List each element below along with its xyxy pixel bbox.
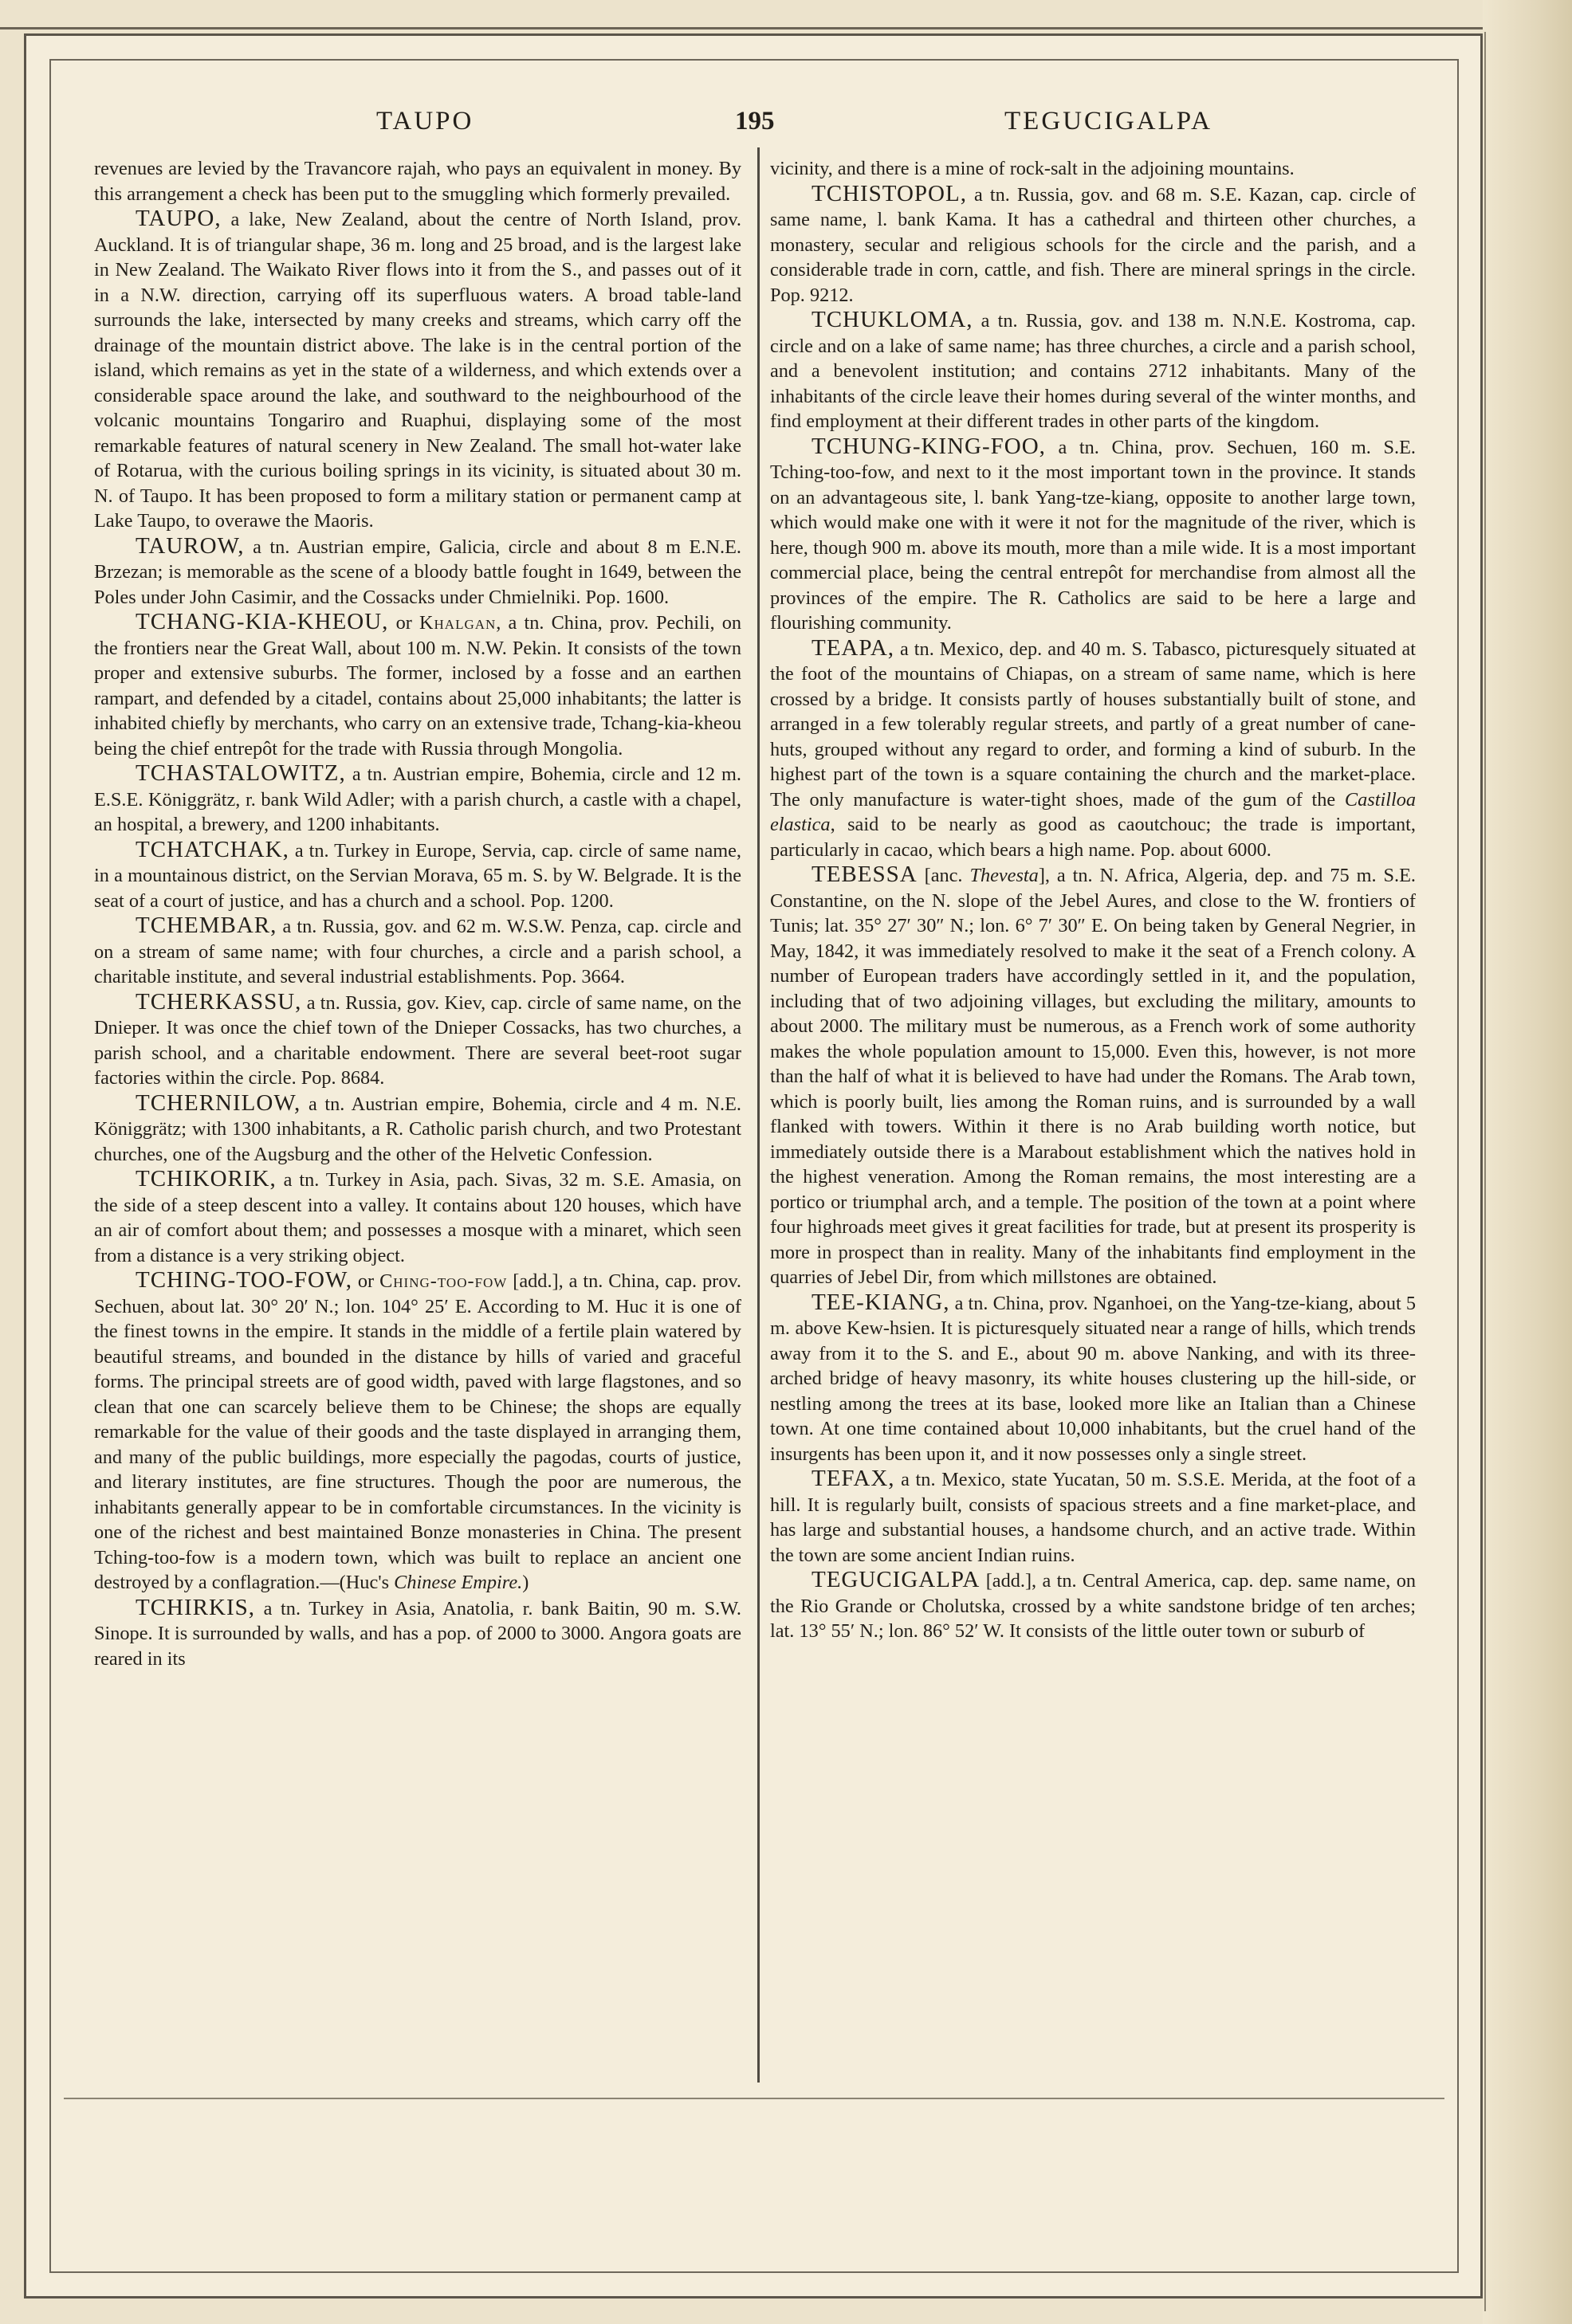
- entry-term: TCHIRKIS,: [136, 1594, 255, 1620]
- entry-tchatchak: TCHATCHAK, a tn. Turkey in Europe, Servia, cap. circle of same name, in a mountainous district, on the Servian Morava, 65 m. S. by W. Belgrade. It is the seat of a court of justice, and has a church and a school. Pop. 1200.: [94, 836, 741, 912]
- entry-tegucigalpa: TEGUCIGALPA [add.], a tn. Central America, cap. dep. same name, on the Rio Grande or Cholutska, crossed by a white sandstone bridge of ten arches; lat. 13° 55′ N.; lon. 86° 52′ W. It consists of the little outer town or suburb of: [770, 1567, 1416, 1642]
- entry-tchistopol: TCHISTOPOL, a tn. Russia, gov. and 68 m. S.E. Kazan, cap. circle of same name, l. bank Kama. It has a cathedral and thirteen other churches, a monastery, secular and religious schools for the circle and the parish, and a considerable trade in corn, cattle, and fish. There are mineral springs in the circle. Pop. 9212.: [770, 180, 1416, 306]
- entry-tchernilow: TCHERNILOW, a tn. Austrian empire, Bohemia, circle and 4 m. N.E. Königgrätz; with 1300 inhabitants, a R. Catholic parish church, and two Protestant churches, one of the Augsburg and the other of the Helvetic Confession.: [94, 1089, 741, 1165]
- entry-tchastalowitz: TCHASTALOWITZ, a tn. Austrian empire, Bohemia, circle and 12 m. E.S.E. Königgrätz, r. bank Wild Adler; with a parish church, a castle with a chapel, an hospital, a brewery, and 1200 inhabitants.: [94, 760, 741, 835]
- entry-tchang-kia-kheou: TCHANG-KIA-KHEOU, or Khalgan, a tn. China, prov. Pechili, on the frontiers near the Great Wall, about 100 m. N.W. Pekin. It consists of the town proper and extensive suburbs. The former, inclosed by a fosse and an earthen rampart, and defended by a citadel, contains about 25,000 inhabitants; the latter is inhabited chiefly by merchants, who carry on an extensive trade, Tchang-kia-kheou being the chief entrepôt for the trade with Russia through Mongolia.: [94, 609, 741, 760]
- entry-tebessa: TEBESSA [anc. Thevesta], a tn. N. Africa, Algeria, dep. and 75 m. S.E. Constantine, on the N. slope of the Jebel Aures, and close to the W. frontiers of Tunis; lat. 35° 27′ 30″ N.; lon. 6° 7′ 30″ E. On being taken by General Negrier, in May, 1842, it was immediately resolved to make it the seat of a French colony. A number of European traders have accordingly settled in it, and the population, including that of two adjoining villages, but excluding the military, amounts to about 2000. The military must be numerous, as a French work of some authority makes the whole population amount to 15,000. Even this, however, is not more than the half of what it is believed to have had under the Romans. The Arab town, which is poorly built, lies among the Roman ruins, and is surrounded by a wall flanked with towers. Within it there is no Arab building worth notice, but immediately outside there is a Marabout establishment which the natives hold in the highest veneration. Among the Roman remains, the most interesting are a portico or triumphal arch, and a temple. The position of the town at a point where four highroads meet gives it great facilities for trade, but at present its prosperity is more in prospect than in reality. Many of the inhabitants find employment in the quarries of Jebel Dir, from which millstones are obtained.: [770, 862, 1416, 1288]
- entry-tee-kiang: TEE-KIANG, a tn. China, prov. Nganhoei, on the Yang-tze-kiang, about 5 m. above Kew-hsien. It is picturesquely situated near a range of hills, which trends away from it to the S. and E., about 90 m. above Nanking, and with its three-arched bridge of heavy masonry, its white houses clustering up the hill-side, or nestling among the trees at its base, looked more like an Italian than a Chinese town. At one time contained about 10,000 inhabitants, but the cruel hand of the insurgents has been upon it, and it now possesses only a single street.: [770, 1289, 1416, 1465]
- running-header: [49, 96, 1459, 159]
- page-number: 195: [735, 107, 775, 135]
- entry-tchukloma: TCHUKLOMA, a tn. Russia, gov. and 138 m. N.N.E. Kostroma, cap. circle and on a lake of same name; has three churches, a circle and a parish school, and a benevolent institution; and contains 2712 inhabitants. Many of the inhabitants of the circle leave their homes during several of the winter months, and find employment at their different trades in other parts of the kingdom.: [770, 307, 1416, 432]
- entry-term: TCHUNG-KING-FOO,: [812, 433, 1046, 459]
- entry-tchembar: TCHEMBAR, a tn. Russia, gov. and 62 m. W.S.W. Penza, cap. circle and on a stream of same name; with four churches, a circle and a parish school, a charitable institute, and several industrial establishments. Pop. 3664.: [94, 913, 741, 987]
- entry-teapa: TEAPA, a tn. Mexico, dep. and 40 m. S. Tabasco, picturesquely situated at the foot of the mountains of Chiapas, on a stream of same name, which is here crossed by a bridge. It consists partly of houses substantially built of stone, and arranged in a few tolerably regular streets, and partly of a great number of cane-huts, grouped without any regard to order, and forming a kind of suburb. In the highest part of the town is a square containing the church and the market-place. The only manufacture is water-tight shoes, made of the gum of the Castilloa elastica, said to be nearly as good as caoutchouc; the trade is important, particularly in cacao, which bears a high name. Pop. about 6000.: [770, 634, 1416, 861]
- entry-term: TCHERNILOW,: [136, 1089, 301, 1116]
- entry-term: TCHIKORIK,: [136, 1166, 277, 1191]
- entry-term: TCHUKLOMA,: [812, 307, 973, 332]
- entry-term: TCHASTALOWITZ,: [136, 760, 346, 786]
- bottom-margin: [24, 2298, 1483, 2324]
- right-column: [770, 156, 1416, 2093]
- entry-term: TCHISTOPOL,: [812, 180, 967, 206]
- header-first-entry: TAUPO: [376, 107, 474, 135]
- entry-tcherkassu: TCHERKASSU, a tn. Russia, gov. Kiev, cap. circle of same name, on the Dnieper. It was once the chief town of the Dnieper Cossacks, has two churches, a parish school, and a charitable endowment. There are several beet-root sugar factories within the circle. Pop. 8684.: [94, 988, 741, 1089]
- entry-taupo: TAUPO, a lake, New Zealand, about the centre of North Island, prov. Auckland. It is of triangular shape, 36 m. long and 25 broad, and is the largest lake in New Zealand. The Waikato River flows into it from the S., and passes out of it in a N.W. direction, carrying off its superfluous waters. A broad table-land surrounds the lake, intersected by many creeks and streams, which carry off the drainage of the mountain district above. The lake is in the central portion of the island, which remains as yet in the state of a wilderness, and which extends over a considerable space around the lake, and southward to the neighbourhood of the volcanic mountains Tongariro and Ruaphui, displaying some of the most remarkable features of natural scenery in New Zealand. The small hot-water lake of Rotarua, with the curious boiling springs in its vicinity, is situated about 30 m. N. of Taupo. It has been proposed to form a military station or permanent camp at Lake Taupo, to overawe the Maoris.: [94, 206, 741, 532]
- entry-taurow: TAUROW, a tn. Austrian empire, Galicia, circle and about 8 m E.N.E. Brzezan; is memorable as the scene of a bloody battle fought in 1649, between the Poles under John Casimir, and the Cossacks under Chmielniki. Pop. 1600.: [94, 532, 741, 608]
- entry-term: TEFAX,: [812, 1466, 895, 1491]
- entry-tching-too-fow: TCHING-TOO-FOW, or Ching-too-fow [add.], a tn. China, cap. prov. Sechuen, about lat. 30° 20′ N.; lon. 104° 25′ E. According to M. Huc it is one of the finest towns in the empire. It stands in the middle of a fertile plain watered by beautiful streams, and bounded in the distance by hills of varied and graceful forms. The principal streets are of good width, paved with large flagstones, and so clean that one can scarcely believe them to be Chinese; the shops are equally remarkable for the value of their goods and the taste displayed in arranging them, and many of the public buildings, more especially the pagodas, courts of justice, and literary institutes, are fine structures. Though the poor are numerous, the inhabitants generally appear to be in comfortable circumstances. In the vicinity is one of the richest and best maintained Bonze monasteries in China. The present Tching-too-fow is a modern town, which was built to replace an ancient one destroyed by a conflagration.—(Huc's Chinese Empire.): [94, 1267, 741, 1593]
- column-divider: [757, 147, 760, 2083]
- entry-term: TEE-KIANG,: [812, 1289, 950, 1315]
- spine-line: [1484, 32, 1486, 2311]
- entry-term: TCHEMBAR,: [136, 913, 277, 938]
- entry-term: TCHING-TOO-FOW,: [136, 1267, 352, 1293]
- entry-continuation: vicinity, and there is a mine of rock-salt in the adjoining mountains.: [770, 158, 1295, 179]
- entry-tchung-king-foo: TCHUNG-KING-FOO, a tn. China, prov. Sechuen, 160 m. S.E. Tching-too-fow, and next to it the most important town in the province. It stands on an advantageous site, l. bank Yang-tze-kiang, opposite to another large town, which would make one with it were it not for the magnitude of the river, which is here, though 900 m. above its mouth, more than a mile wide. It is a most important commercial place, being the central entrepôt for merchandise from almost all the provinces of the empire. The R. Catholics are said to be here a large and flourishing community.: [770, 433, 1416, 634]
- entry-term: TCHERKASSU,: [136, 988, 302, 1015]
- entry-tchirkis: TCHIRKIS, a tn. Turkey in Asia, Anatolia, r. bank Baitin, 90 m. S.W. Sinope. It is surrounded by walls, and has a pop. of 2000 to 3000. Angora goats are reared in its: [94, 1594, 741, 1670]
- entry-term: TEBESSA: [812, 862, 918, 887]
- entry-continuation: revenues are levied by the Travancore rajah, who pays an equivalent in money. By this arrangement a check has been put to the smuggling which formerly prevailed.: [94, 158, 741, 205]
- entry-term: TEGUCIGALPA: [812, 1567, 981, 1592]
- bottom-rule: [64, 2098, 1444, 2099]
- entry-term: TEAPA,: [812, 634, 895, 661]
- entry-term: TCHATCHAK,: [136, 836, 289, 862]
- entry-term: TCHANG-KIA-KHEOU,: [136, 609, 389, 634]
- entry-term: TAUROW,: [136, 532, 245, 559]
- header-last-entry: TEGUCIGALPA: [1004, 107, 1212, 135]
- left-column: [94, 156, 741, 2093]
- entry-tchikorik: TCHIKORIK, a tn. Turkey in Asia, pach. Sivas, 32 m. S.E. Amasia, on the side of a steep descent into a valley. It contains about 120 houses, which have an air of comfort about them; and possesses a mosque with a minaret, which seen from a distance is a very striking object.: [94, 1166, 741, 1266]
- entry-term: TAUPO,: [136, 206, 222, 231]
- entry-tefax: TEFAX, a tn. Mexico, state Yucatan, 50 m. S.S.E. Merida, at the foot of a hill. It is regularly built, consists of spacious streets and a fine market-place, and has large and substantial houses, a handsome church, and an active trade. Within the town are some ancient Indian ruins.: [770, 1466, 1416, 1566]
- book-spine: [1483, 0, 1572, 2324]
